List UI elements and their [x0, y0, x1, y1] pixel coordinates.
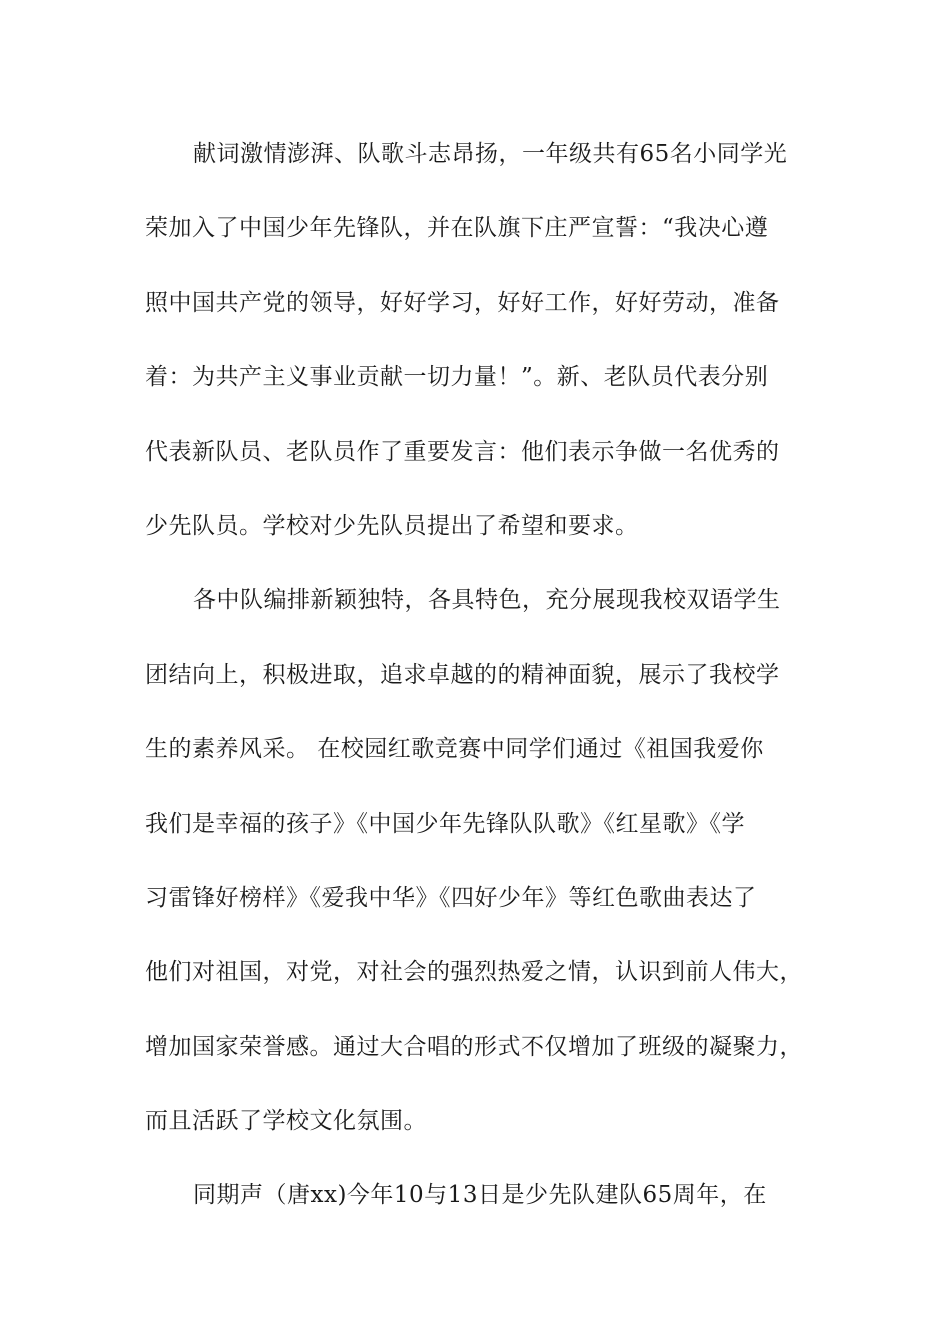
text-line: 而且活跃了学校文化氛围。	[145, 1108, 427, 1135]
text-line: 荣加入了中国少年先锋队，并在队旗下庄严宣誓：“我决心遵	[145, 215, 769, 242]
text-line: 各中队编排新颖独特，各具特色，充分展现我校双语学生	[193, 587, 781, 614]
text-line: 我们是幸福的孩子》《中国少年先锋队队歌》《红星歌》《学	[145, 810, 745, 837]
document-body	[145, 132, 825, 1248]
text-line: 同期声（唐xx)今年10与13日是少先队建队65周年，在	[193, 1182, 767, 1209]
text-line: 习雷锋好榜样》《爱我中华》《四好少年》等红色歌曲表达了	[145, 884, 757, 911]
text-line: 增加国家荣誉感。通过大合唱的形式不仅增加了班级的凝聚力，	[145, 1033, 803, 1060]
text-line: 代表新队员、老队员作了重要发言：他们表示争做一名优秀的	[145, 438, 780, 465]
text-line: 着：为共产主义事业贡献一切力量！”。新、老队员代表分别	[145, 364, 769, 391]
text-line: 团结向上，积极进取，追求卓越的的精神面貌，展示了我校学	[145, 661, 780, 688]
text-line: 生的素养风采。 在校园红歌竞赛中同学们通过《祖国我爱你	[145, 736, 764, 763]
text-line: 照中国共产党的领导，好好学习，好好工作，好好劳动，准备	[145, 289, 780, 316]
text-line: 少先队员。学校对少先队员提出了希望和要求。	[145, 512, 639, 539]
text-line: 他们对祖国，对党，对社会的强烈热爱之情，认识到前人伟大，	[145, 959, 803, 986]
text-line: 献词激情澎湃、队歌斗志昂扬，一年级共有65名小同学光	[193, 141, 788, 167]
